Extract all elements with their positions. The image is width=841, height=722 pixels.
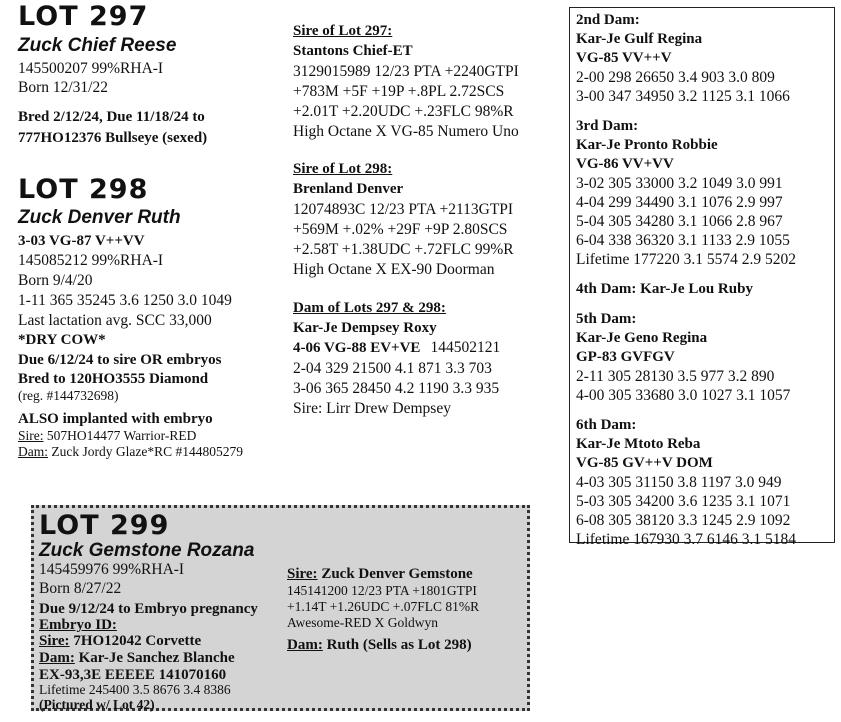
lot-299-dam-class: EX-93,3E EEEEE 141070160 xyxy=(39,667,227,683)
lot-299-sire-label: Sire: xyxy=(287,566,318,582)
lot-298-name: Zuck Denver Ruth xyxy=(18,207,181,228)
sire-298-heading: Sire of Lot 298: xyxy=(293,161,393,177)
dam-3-record: 6-04 338 36320 3.1 1133 2.9 1055 xyxy=(576,232,790,249)
sire-298-line: +2.58T +1.38UDC +.72FLC 99%R xyxy=(293,241,514,258)
dam-6-lifetime: Lifetime 167930 3.7 6146 3.1 5184 xyxy=(576,531,796,548)
lot-298-embryo-sire xyxy=(18,428,196,444)
lot-299-title: LOT 299 xyxy=(39,510,170,541)
lot-297-born: Born 12/31/22 xyxy=(18,79,108,96)
lot-299-name: Zuck Gemstone Rozana xyxy=(39,540,255,561)
lot-298-scc: Last lactation avg. SCC 33,000 xyxy=(18,312,212,329)
lot-299-sire-value: Zuck Denver Gemstone xyxy=(317,566,473,582)
dam-3-record: 3-02 305 33000 3.2 1049 3.0 991 xyxy=(576,175,783,192)
sire-297-name: Stantons Chief-ET xyxy=(293,43,413,59)
dam-6-name: Kar-Je Mtoto Reba xyxy=(576,436,701,452)
lot-298-dry: *DRY COW* xyxy=(18,332,106,348)
dam-2-record: 2-00 298 26650 3.4 903 3.0 809 xyxy=(576,69,775,86)
sire-298-name: Brenland Denver xyxy=(293,181,404,197)
lot-297-name: Zuck Chief Reese xyxy=(18,35,177,56)
lot-299-pictured: (Pictured w/ Lot 42) xyxy=(39,697,155,712)
sire-298-line: 12074893C 12/23 PTA +2113GTPI xyxy=(293,201,514,218)
lot-298-record: 1-11 365 35245 3.6 1250 3.0 1049 xyxy=(18,292,232,309)
embryo-sire-label: Sire: xyxy=(39,633,70,649)
lot-298-bred: Bred to 120HO3555 Diamond xyxy=(18,371,209,387)
sire-297-heading: Sire of Lot 297: xyxy=(293,23,393,39)
lot-297-reg: 145500207 99%RHA-I xyxy=(18,60,164,77)
lot-299-sire xyxy=(287,565,473,584)
dam-5-record: 2-11 305 28130 3.5 977 3.2 890 xyxy=(576,368,775,385)
dam-297-298-class: 4-06 VG-88 EV+VE xyxy=(293,340,421,356)
dam-5-label: 5th Dam: xyxy=(576,311,637,327)
lot-297-bred-2: 777HO12376 Bullseye (sexed) xyxy=(18,130,208,146)
sire-297-line: 3129015989 12/23 PTA +2240GTPI xyxy=(293,63,519,80)
embryo-sire-value: 7HO12042 Corvette xyxy=(69,633,202,649)
lot-298-embryo-dam xyxy=(18,444,243,460)
dam-3-lifetime: Lifetime 177220 3.1 5574 2.9 5202 xyxy=(576,251,796,268)
lot-299-dam-value: Ruth (Sells as Lot 298) xyxy=(322,637,472,653)
lot-298-bred-reg: (reg. #144732698) xyxy=(18,388,119,403)
dam-2-class: VG-85 VV++V xyxy=(576,50,672,66)
dam-6-label: 6th Dam: xyxy=(576,417,637,433)
dam-5-class: GP-83 GVFGV xyxy=(576,349,675,365)
dam-6-record: 4-03 305 31150 3.8 1197 3.0 949 xyxy=(576,474,782,491)
lot-298-reg: 145085212 99%RHA-I xyxy=(18,252,164,269)
dam-4-line: 4th Dam: Kar-Je Lou Ruby xyxy=(576,281,753,297)
dam-5-record: 4-00 305 33680 3.0 1027 3.1 1057 xyxy=(576,387,791,404)
lot-299-born: Born 8/27/22 xyxy=(39,580,122,597)
dam-3-label: 3rd Dam: xyxy=(576,118,639,134)
dam-2-name: Kar-Je Gulf Regina xyxy=(576,31,703,47)
dam-3-class: VG-86 VV+VV xyxy=(576,156,674,172)
dam-297-298-reg: 144502121 xyxy=(430,339,501,356)
lot-299-embryo-id: Embryo ID: xyxy=(39,617,117,633)
dam-6-class: VG-85 GV++V DOM xyxy=(576,455,713,471)
lot-299-sire-line: Awesome-RED X Goldwyn xyxy=(287,615,438,630)
lot-298-title: LOT 298 xyxy=(18,174,149,205)
lot-298-class: 3-03 VG-87 V++VV xyxy=(18,233,145,249)
sire-297-line: +2.01T +2.20UDC +.23FLC 98%R xyxy=(293,103,514,120)
lot-299-lifetime: Lifetime 245400 3.5 8676 3.4 8386 xyxy=(39,682,231,697)
lot-298-born: Born 9/4/20 xyxy=(18,272,93,289)
lot-299-dam-label: Dam: xyxy=(287,637,323,653)
dam-297-298-record: 3-06 365 28450 4.2 1190 3.3 935 xyxy=(293,380,500,397)
dam-pedigree-box xyxy=(569,7,835,548)
lot-298-due: Due 6/12/24 to sire OR embryos xyxy=(18,352,222,368)
embryo-dam-value: Zuck Jordy Glaze*RC #144805279 xyxy=(48,444,243,459)
dam-297-298-record: 2-04 329 21500 4.1 871 3.3 703 xyxy=(293,360,492,377)
lot-298-also: ALSO implanted with embryo xyxy=(18,411,213,427)
dam-297-298-class-row xyxy=(293,338,500,358)
lot-299-box xyxy=(31,505,530,711)
dam-2-label: 2nd Dam: xyxy=(576,12,640,28)
lot-299-due: Due 9/12/24 to Embryo pregnancy xyxy=(39,601,258,617)
sire-298-line: High Octane X EX-90 Doorman xyxy=(293,261,495,278)
dam-3-record: 4-04 299 34490 3.1 1076 2.9 997 xyxy=(576,194,783,211)
dam-3-record: 5-04 305 34280 3.1 1066 2.8 967 xyxy=(576,213,783,230)
dam-3-name: Kar-Je Pronto Robbie xyxy=(576,137,718,153)
sire-297-line: High Octane X VG-85 Numero Uno xyxy=(293,123,519,140)
dam-2-record: 3-00 347 34950 3.2 1125 3.1 1066 xyxy=(576,88,790,105)
dam-5-name: Kar-Je Geno Regina xyxy=(576,330,708,346)
dam-6-record: 5-03 305 34200 3.6 1235 3.1 1071 xyxy=(576,493,791,510)
lot-299-reg: 145459976 99%RHA-I xyxy=(39,561,185,578)
embryo-sire-label: Sire: xyxy=(18,428,44,443)
embryo-dam-label: Dam: xyxy=(18,444,48,459)
embryo-sire-value: 507HO14477 Warrior-RED xyxy=(43,428,197,443)
dam-297-298-heading: Dam of Lots 297 & 298: xyxy=(293,300,446,316)
lot-297-bred-1: Bred 2/12/24, Due 11/18/24 to xyxy=(18,109,205,125)
lot-299-sire-line: +1.14T +1.26UDC +.07FLC 81%R xyxy=(287,599,480,614)
lot-299-sire-line: 145141200 12/23 PTA +1801GTPI xyxy=(287,583,477,598)
lot-297-title: LOT 297 xyxy=(18,1,149,32)
dam-6-record: 6-08 305 38120 3.3 1245 2.9 1092 xyxy=(576,512,791,529)
sire-298-line: +569M +.02% +29F +9P 2.80SCS xyxy=(293,221,508,238)
sire-297-line: +783M +5F +19P +.8PL 2.72SCS xyxy=(293,83,505,100)
embryo-dam-label: Dam: xyxy=(39,650,75,666)
dam-297-298-name: Kar-Je Dempsey Roxy xyxy=(293,320,437,336)
embryo-dam-value: Kar-Je Sanchez Blanche xyxy=(74,650,235,666)
lot-299-dam xyxy=(287,636,472,655)
dam-297-298-sire: Sire: Lirr Drew Dempsey xyxy=(293,400,451,417)
